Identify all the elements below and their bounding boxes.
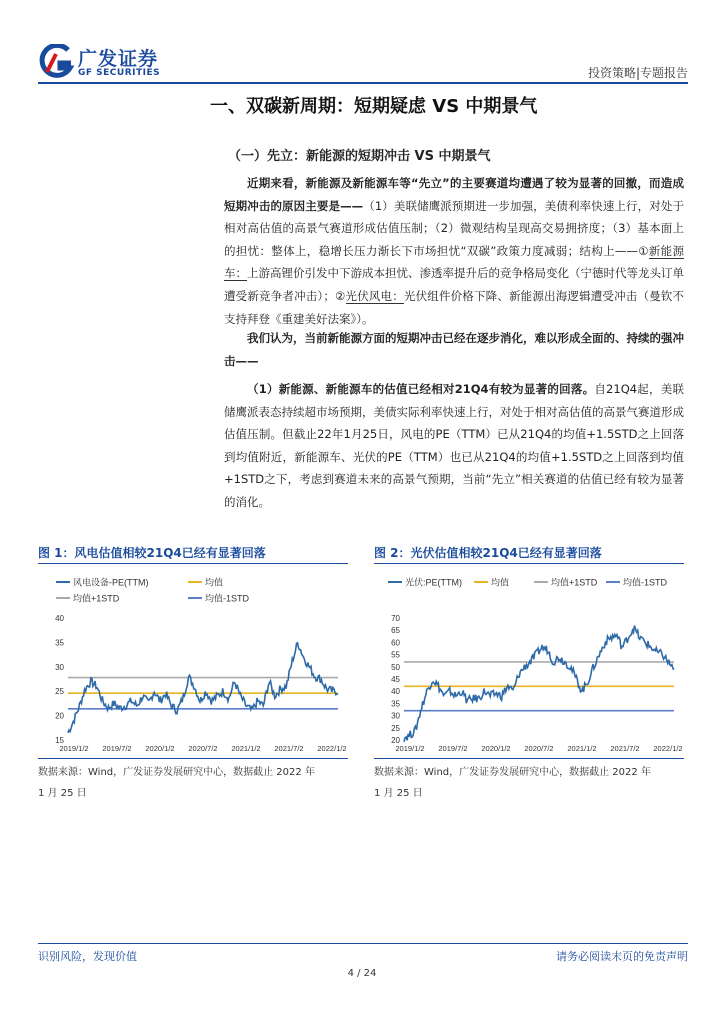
legend-label: 均值+1STD bbox=[73, 593, 120, 604]
pe-ttm-series-line bbox=[404, 626, 674, 742]
legend-label: 均值-1STD bbox=[623, 577, 668, 588]
legend-label: 均值+1STD bbox=[551, 577, 598, 588]
legend-label: 均值-1STD bbox=[205, 593, 250, 604]
paragraph-2 bbox=[224, 327, 684, 372]
y-tick-label: 35 bbox=[391, 699, 400, 709]
y-tick-label: 25 bbox=[55, 687, 64, 697]
figure-2-title: 图 2：光伏估值相较21Q4已经有显著回落 bbox=[374, 546, 602, 560]
footer-divider bbox=[38, 943, 688, 944]
figure-2-bottom-rule bbox=[374, 758, 684, 759]
underline-nev: 新能源车： bbox=[224, 243, 684, 281]
y-tick-label: 15 bbox=[55, 736, 64, 745]
y-tick-label: 40 bbox=[391, 687, 400, 697]
y-tick-label: 50 bbox=[391, 662, 400, 672]
figure-1-source-line1: 数据来源：Wind，广发证券发展研究中心，数据截止 2022 年 bbox=[38, 767, 315, 778]
x-tick-label: 2020/1/2 bbox=[481, 744, 511, 753]
legend-label: 均值 bbox=[205, 577, 224, 588]
subsection-title: （一）先立：新能源的短期冲击 VS 中期景气 bbox=[228, 149, 491, 164]
logo-english-name: GF SECURITIES bbox=[78, 68, 161, 78]
page-header bbox=[38, 40, 688, 82]
logo-chinese-name: 广发证券 bbox=[78, 48, 159, 70]
x-tick-label: 2019/7/2 bbox=[102, 744, 132, 753]
y-tick-label: 55 bbox=[391, 650, 400, 660]
x-tick-label: 2021/1/2 bbox=[567, 744, 597, 753]
x-tick-label: 2019/7/2 bbox=[438, 744, 468, 753]
y-tick-label: 65 bbox=[391, 626, 400, 636]
paragraph-1-text-c: 光伏组件价格下降、新能源出海逻辑遭受冲击（曼钦不支持拜登《重建美好法案》）。 bbox=[224, 288, 684, 326]
legend-label: 风电设备-PE(TTM) bbox=[73, 577, 149, 588]
header-divider bbox=[38, 82, 688, 84]
x-tick-label: 2022/1/2 bbox=[653, 744, 683, 753]
figure-2 bbox=[374, 544, 684, 804]
figure-1 bbox=[38, 544, 348, 804]
y-tick-label: 30 bbox=[55, 662, 64, 672]
page-number: 4 / 24 bbox=[347, 968, 377, 979]
paragraph-1-text-b: 上游高锂价引发中下游成本担忧、渗透率提升后的竞争格局变化（宁德时代等龙头订单遭受新竞争者冲击）；② bbox=[224, 266, 684, 303]
y-tick-label: 30 bbox=[391, 711, 400, 721]
paragraph-3 bbox=[224, 378, 684, 514]
x-tick-label: 2020/7/2 bbox=[524, 744, 554, 753]
x-tick-label: 2021/7/2 bbox=[610, 744, 640, 753]
y-tick-label: 25 bbox=[391, 723, 400, 733]
legend-label: 光伏:PE(TTM) bbox=[405, 577, 462, 588]
x-tick-label: 2019/1/2 bbox=[59, 744, 89, 753]
paragraph-1-text-a: （1）美联储鹰派预期进一步加强，美债利率快速上行，对处于相对高估值的高景气赛道形成估值压制；（2）微观结构呈现高交易拥挤度；（3）基本面上的担忧：整体上，稳增长压力渐长下市场担忧“双碳”政策力度减弱；结构上——① bbox=[224, 198, 684, 258]
y-tick-label: 35 bbox=[55, 638, 64, 648]
underline-pv-wind: 光伏风电： bbox=[345, 288, 404, 303]
wind-pe-chart bbox=[38, 568, 348, 754]
footer-slogan: 识别风险，发现价值 bbox=[38, 950, 137, 963]
gf-logo-icon bbox=[38, 44, 74, 80]
figure-2-top-rule bbox=[374, 563, 684, 564]
footer-disclaimer: 请务必阅读末页的免责声明 bbox=[556, 950, 688, 963]
figure-2-source-line2: 1 月 25 日 bbox=[374, 788, 423, 799]
figure-1-source-line2: 1 月 25 日 bbox=[38, 788, 87, 799]
x-tick-label: 2020/7/2 bbox=[188, 744, 218, 753]
figure-2-source-line1: 数据来源：Wind，广发证券发展研究中心，数据截止 2022 年 bbox=[374, 767, 651, 778]
y-tick-label: 20 bbox=[391, 736, 400, 745]
paragraph-1 bbox=[224, 172, 684, 330]
figure-1-top-rule bbox=[38, 563, 348, 564]
x-tick-label: 2021/1/2 bbox=[231, 744, 261, 753]
y-tick-label: 70 bbox=[391, 614, 400, 623]
legend-label: 均值 bbox=[491, 577, 510, 588]
paragraph-2-text: 我们认为，当前新能源方面的短期冲击已经在逐步消化，难以形成全面的、持续的强冲击—— bbox=[224, 331, 684, 368]
y-tick-label: 20 bbox=[55, 711, 64, 721]
y-tick-label: 40 bbox=[55, 614, 64, 623]
figure-2-source bbox=[374, 762, 684, 804]
section-title: 一、双碳新周期：短期疑虑 VS 中期景气 bbox=[210, 96, 538, 117]
paragraph-1-lead: 近期来看，新能源及新能源车等“先立”的主要赛道均遭遇了较为显著的回撤，而造成短期冲击的原因主要是—— bbox=[224, 176, 684, 213]
figure-1-bottom-rule bbox=[38, 758, 348, 759]
x-tick-label: 2019/1/2 bbox=[395, 744, 425, 753]
x-tick-label: 2020/1/2 bbox=[145, 744, 175, 753]
figure-1-source bbox=[38, 762, 348, 804]
paragraph-3-text: 自21Q4起，美联储鹰派表态持续超市场预期，美债实际利率快速上行，对处于相对高估值的高景气赛道形成估值压制。但截止22年1月25日，风电的PE（TTM）已从21Q4的均值+1.5STD之上回落到均值附近，新能源车、光伏的PE（TTM）也已从21Q4的均值+1.5STD之上回落到均值+1STD之下，考虑到赛道未来的高景气预期，当前“先立”相关赛道的估值已经有较为显著的消化。 bbox=[224, 382, 684, 509]
y-tick-label: 60 bbox=[391, 638, 400, 648]
report-type: 投资策略|专题报告 bbox=[587, 66, 688, 80]
x-tick-label: 2022/1/2 bbox=[317, 744, 347, 753]
paragraph-3-lead: （1）新能源、新能源车的估值已经相对21Q4有较为显著的回落。 bbox=[247, 382, 595, 396]
y-tick-label: 45 bbox=[391, 675, 400, 684]
figure-1-title: 图 1：风电估值相较21Q4已经有显著回落 bbox=[38, 546, 266, 560]
pv-pe-chart bbox=[374, 568, 684, 754]
x-tick-label: 2021/7/2 bbox=[274, 744, 304, 753]
pe-ttm-series-line bbox=[68, 643, 338, 733]
